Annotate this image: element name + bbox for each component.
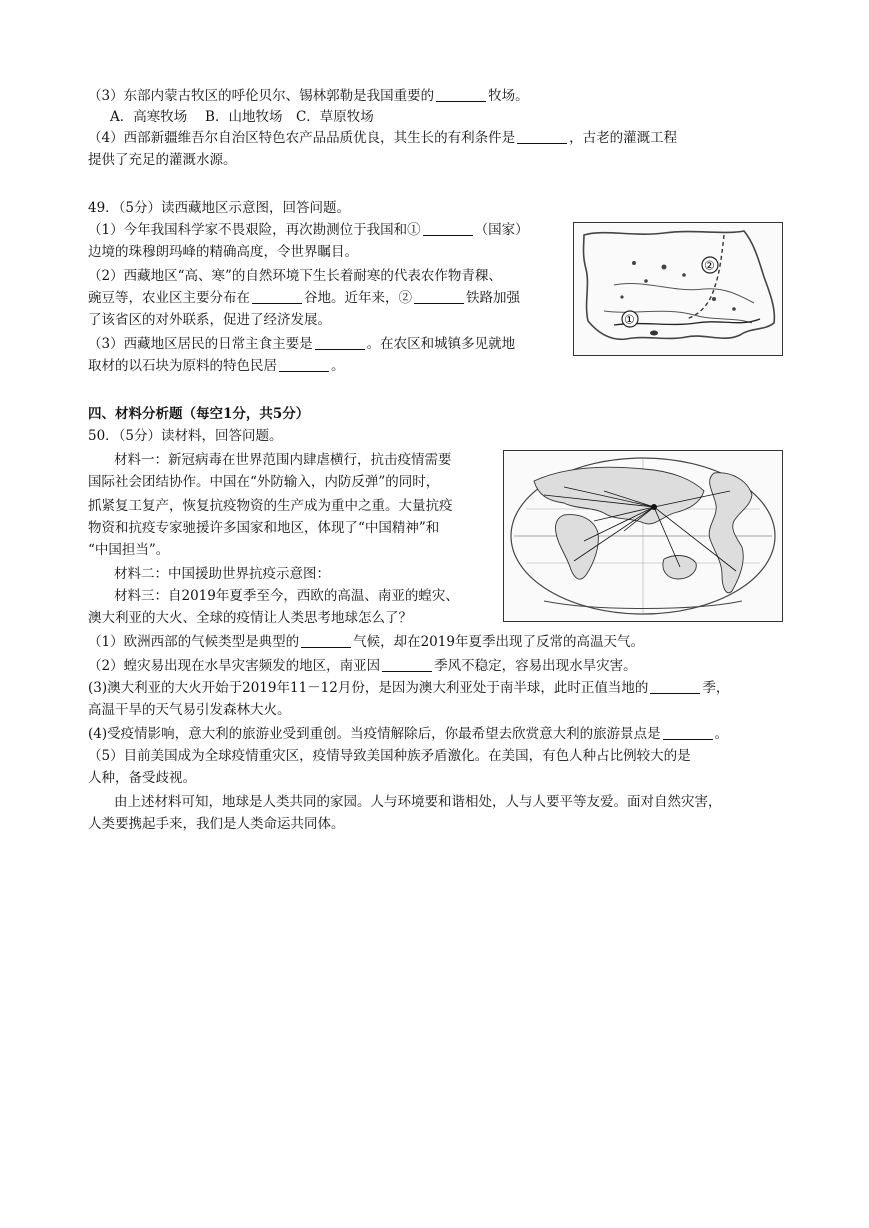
q49-part2-cont2: 了该省区的对外联系，促进了经济发展。 [88, 312, 331, 328]
answer-blank[interactable] [252, 289, 302, 304]
q49-part2: （2）西藏地区“高、寒”的自然环境下生长着耐寒的代表农作物青稞、 [88, 268, 502, 284]
map-label-2: ② [704, 258, 715, 273]
material3-line1: 材料三：自2019年夏季至今，西欧的高温、南亚的蝗灾、 [114, 588, 459, 604]
q49-heading: 49．（5分）读西藏地区示意图，回答问题。 [88, 200, 351, 216]
q49-part2-cont: 豌豆等，农业区主要分布在 谷地。近年来，② 铁路加强 [88, 290, 520, 306]
q49-part3-cont: 取材的以石块为原料的特色民居 。 [88, 358, 345, 374]
material1-line5: “中国担当”。 [88, 542, 170, 558]
q50-part2: （2）蝗灾易出现在水旱灾害频发的地区，南亚因 季风不稳定，容易出现水旱灾害。 [88, 658, 637, 674]
q48-part4: （4）西部新疆维吾尔自治区特色农产品品质优良，其生长的有利条件是 ，古老的灌溉工程 [88, 130, 678, 146]
conclusion-line2: 人类要携起手来，我们是人类命运共同体。 [88, 816, 345, 832]
answer-blank[interactable] [423, 221, 473, 236]
material3-line2: 澳大利亚的大火、全球的疫情让人类思考地球怎么了？ [88, 610, 412, 626]
conclusion-line1: 由上述材料可知，地球是人类共同的家园。人与环境要和谐相处，人与人要平等友爱。面对自然灾害， [114, 794, 722, 810]
answer-blank[interactable] [315, 335, 365, 350]
q48-options: A．高寒牧场 B．山地牧场 C．草原牧场 [110, 109, 374, 125]
material1-line4: 物资和抗疫专家驰援许多国家和地区，体现了“中国精神”和 [88, 520, 440, 536]
q50-part4: (4)受疫情影响，意大利的旅游业受到重创。当疫情解除后，你最希望去欣赏意大利的旅游景点是 。 [88, 726, 729, 742]
world-aid-map-figure [503, 450, 783, 622]
material1-line3: 抓紧复工复产，恢复抗疫物资的生产成为重中之重。大量抗疫 [88, 498, 453, 514]
section-title: 四、材料分析题（每空1分，共5分） [88, 406, 310, 422]
material1-line2: 国际社会团结协作。中国在“外防输入，内防反弹”的同时， [88, 474, 440, 490]
q48-part4-cont: 提供了充足的灌溉水源。 [88, 152, 237, 168]
answer-blank[interactable] [414, 289, 464, 304]
answer-blank[interactable] [301, 633, 351, 648]
answer-blank[interactable] [650, 679, 700, 694]
answer-blank[interactable] [382, 657, 432, 672]
q49-part1-cont: 边境的珠穆朗玛峰的精确高度，令世界瞩目。 [88, 244, 358, 260]
answer-blank[interactable] [517, 129, 567, 144]
q50-part5: （5）目前美国成为全球疫情重灾区，疫情导致美国种族矛盾激化。在美国，有色人种占比例较大的是 [88, 748, 691, 764]
material2: 材料二：中国援助世界抗疫示意图： [114, 566, 330, 582]
q50-part1: （1）欧洲西部的气候类型是典型的 气候，却在2019年夏季出现了反常的高温天气。 [88, 634, 644, 650]
q50-part3-cont: 高温干旱的天气易引发森林大火。 [88, 702, 291, 718]
q50-part3: (3)澳大利亚的大火开始于2019年11－12月份，是因为澳大利亚处于南半球，此时正值当地的 季， [88, 680, 730, 696]
answer-blank[interactable] [663, 725, 713, 740]
world-map-drawing [504, 451, 782, 621]
q48-part3: （3）东部内蒙古牧区的呼伦贝尔、锡林郭勒是我国重要的 牧场。 [88, 88, 529, 104]
answer-blank[interactable] [436, 87, 486, 102]
q49-part3: （3）西藏地区居民的日常主食主要是 。在农区和城镇多见就地 [88, 336, 516, 352]
material1-line1: 材料一：新冠病毒在世界范围内肆虐横行，抗击疫情需要 [114, 452, 452, 468]
tibet-map-figure [573, 222, 783, 356]
q49-part1: （1）今年我国科学家不畏艰险，再次勘测位于我国和① （国家） [88, 222, 529, 238]
answer-blank[interactable] [279, 357, 329, 372]
map-label-1: ① [624, 312, 635, 327]
q50-part5-cont: 人种，备受歧视。 [88, 770, 196, 786]
q50-heading: 50．（5分）读材料，回答问题。 [88, 428, 283, 444]
tibet-map-drawing [574, 223, 782, 355]
